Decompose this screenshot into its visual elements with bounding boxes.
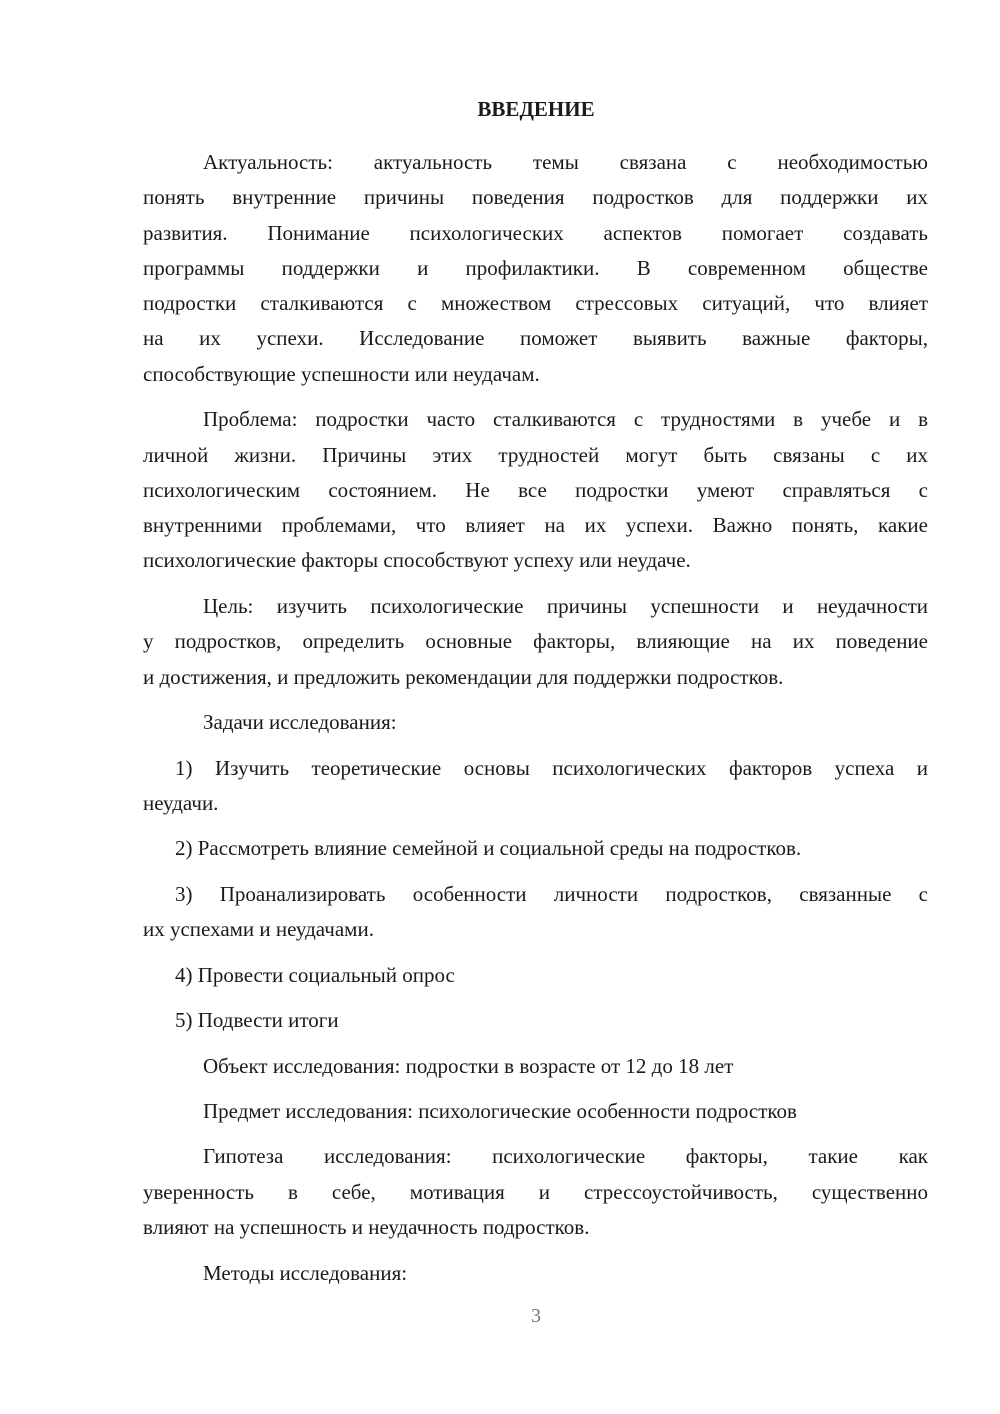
text-line: психологическим состоянием. Не все подростки умеют справляться с (143, 477, 928, 502)
text-line: 4) Провести социальный опрос (175, 962, 455, 987)
text-line: личной жизни. Причины этих трудностей могут быть связаны с их (143, 442, 928, 467)
text-line: Гипотеза исследования: психологические факторы, такие как (203, 1144, 928, 1169)
paragraph (143, 705, 928, 740)
text-line: Проблема: подростки часто сталкиваются с трудностями в учебе и в (203, 407, 928, 432)
paragraph (143, 1256, 928, 1291)
text-line: 2) Рассмотреть влияние семейной и социальной среды на подростков. (175, 836, 802, 861)
text-line: Актуальность: актуальность темы связана с необходимостью (203, 150, 928, 174)
text-line: психологические факторы способствуют успеху или неудаче. (143, 548, 691, 573)
text-line: 5) Подвести итоги (175, 1008, 339, 1033)
document-body (143, 145, 928, 1301)
list-item (143, 958, 928, 993)
paragraph (143, 589, 928, 695)
text-line: на их успехи. Исследование поможет выявить важные факторы, (143, 326, 928, 351)
text-line: неудачи. (143, 790, 219, 815)
list-item (143, 751, 928, 822)
text-line: у подростков, определить основные факторы, влияющие на их поведение (143, 629, 928, 654)
paragraph (143, 145, 928, 392)
paragraph (143, 1094, 928, 1129)
text-line: программы поддержки и профилактики. В современном обществе (143, 255, 928, 280)
text-line: 3) Проанализировать особенности личности подростков, связанные с (175, 881, 928, 906)
text-line: подростки сталкиваются с множеством стрессовых ситуаций, что влияет (143, 291, 928, 316)
text-line: развития. Понимание психологических аспектов помогает создавать (143, 220, 928, 245)
text-line: уверенность в себе, мотивация и стрессоустойчивость, существенно (143, 1179, 928, 1204)
page-number: 3 (531, 1305, 541, 1327)
text-line: влияют на успешность и неудачность подростков. (143, 1215, 590, 1240)
text-line: внутренними проблемами, что влияет на их успехи. Важно понять, какие (143, 513, 928, 538)
text-line: Задачи исследования: (203, 710, 397, 735)
text-line: их успехами и неудачами. (143, 917, 374, 942)
paragraph (143, 1049, 928, 1084)
list-item (143, 831, 928, 866)
list-item (143, 877, 928, 948)
text-line: и достижения, и предложить рекомендации для поддержки подростков. (143, 664, 784, 689)
text-line: способствующие успешности или неудачам. (143, 361, 540, 386)
list-item (143, 1003, 928, 1038)
text-line: Предмет исследования: психологические особенности подростков (203, 1099, 797, 1123)
text-line: 1) Изучить теоретические основы психологических факторов успеха и (175, 755, 928, 780)
paragraph (143, 402, 928, 578)
text-line: понять внутренние причины поведения подростков для поддержки их (143, 185, 928, 210)
page-title: ВВЕДЕНИЕ (477, 97, 595, 121)
paragraph (143, 1139, 928, 1245)
text-line: Методы исследования: (203, 1260, 408, 1285)
text-line: Цель: изучить психологические причины успешности и неудачности (203, 593, 928, 618)
text-line: Объект исследования: подростки в возрасте от 12 до 18 лет (203, 1053, 734, 1078)
